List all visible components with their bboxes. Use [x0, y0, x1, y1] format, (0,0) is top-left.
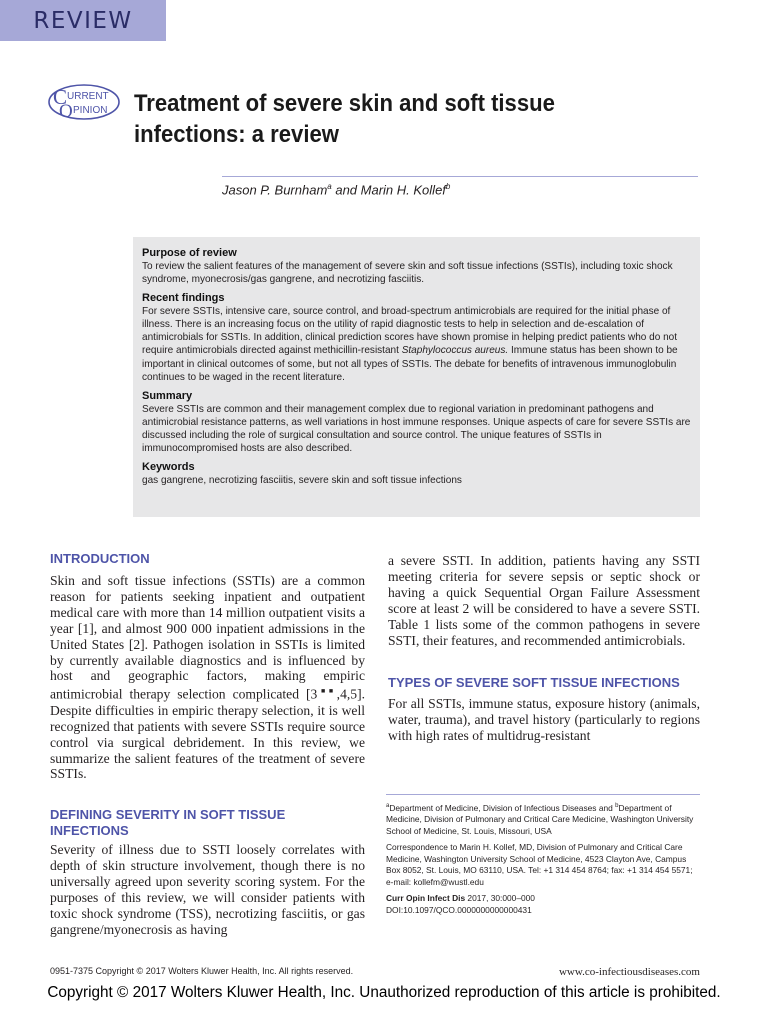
summary-section: [142, 389, 692, 455]
findings-section: [142, 291, 692, 384]
abstract-box: [133, 237, 700, 517]
summary-text: Severe SSTIs are common and their management complex due to regional variation in predominant pathogens and antimicrobial resistance patterns, as well variations in host immune responses. Unique aspects of care for severe SSTIs are discussed including the role of surgical consultation and source control. The unique features of SSTIs in immunocompromised hosts are also described.: [142, 403, 691, 455]
author-conjunction: and: [331, 182, 361, 198]
keywords-heading: Keywords: [142, 461, 195, 474]
types-heading: TYPES OF SEVERE SOFT TISSUE INFECTIONS: [388, 675, 680, 691]
introduction-heading: INTRODUCTION: [50, 551, 150, 566]
footnote-divider: [386, 794, 700, 795]
types-paragraph: For all SSTIs, immune status, exposure history (animals, water, trauma), and travel history (particularly to regions with high rates of multidrug-resistant: [388, 696, 700, 744]
doi: DOI:10.1097/QCO.0000000000000431: [386, 904, 532, 915]
issn-copyright: 0951-7375 Copyright © 2017 Wolters Kluwer Health, Inc. All rights reserved.: [50, 966, 354, 976]
right-column: [388, 553, 700, 744]
introduction-paragraph: [50, 573, 365, 782]
affiliations: [386, 801, 702, 837]
introduction-text-part-1: Skin and soft tissue infections (SSTIs) are a common reason for patients seeking inpatient and outpatient medical care with more than 14 million outpatient visits a year [1], and almost 900 000 inpatient admissions in the United States [2]. Pathogen isolation in SSTIs is limited by currently available diagnostics and is influenced by host and geographic factors, making empiric antimicrobial therapy selection complicated [3: [50, 573, 365, 702]
purpose-heading: Purpose of review: [142, 247, 237, 259]
journal-website-link[interactable]: www.co-infectiousdiseases.com: [558, 966, 700, 978]
author-2-affiliation: b: [445, 182, 451, 191]
correspondence: Correspondence to Marin H. Kollef, MD, Division of Pulmonary and Critical Care Medicine, Washington University School of Medicine, 4523 Clayton Ave, Campus Box 8052, St. Louis, MO 63110, USA. Tel: +1 314 454 8764; fax: +1 314 454 5571; e-mail: kollefm@wustl.edu: [386, 842, 693, 887]
reference-marker: ■■: [317, 687, 337, 696]
section-tab: [0, 0, 166, 41]
section-tab-label: REVIEW: [33, 7, 133, 34]
logo-letter-c: C: [53, 85, 68, 109]
summary-heading: Summary: [142, 389, 193, 402]
author-1-affiliation: a: [327, 182, 332, 191]
author-1: Jason P. Burnham: [222, 182, 328, 198]
purpose-section: [142, 246, 692, 286]
defining-severity-heading: DEFINING SEVERITY IN SOFT TISSUE INFECTIONS: [50, 807, 286, 839]
affiliation-a-marker: a: [386, 803, 390, 809]
findings-text: [142, 305, 692, 384]
article-title: [134, 88, 649, 150]
defining-severity-paragraph: Severity of illness due to SSTI loosely correlates with depth of skin structure involvement, though there is no universally agreed upon severity scoring system. For the purposes of this review, we will consider patients with toxic shock syndrome (TSS), necrotizing fasciitis, or gas gangrene/myonecrosis as having: [50, 842, 365, 937]
authors-divider: [222, 176, 698, 177]
left-column: [50, 551, 365, 938]
page-footer: [50, 966, 700, 978]
logo-text-top: URRENT: [67, 91, 109, 102]
keywords-text: gas gangrene, necrotizing fasciitis, severe skin and soft tissue infections: [142, 475, 462, 487]
introduction-text-part-2: ,4,5]. Despite difficulties in empiric therapy selection, it is well recognized that patients with severe SSTIs require source control via surgical debridement. In this review, we summarize the salient features of the treatment of severe SSTIs.: [50, 686, 365, 782]
title-line-1: Treatment of severe skin and soft tissue: [134, 90, 555, 117]
findings-text-part-2: Immune status has been shown to be important in clinical outcomes of some, but not all types of SSTIs. The debate for benefits of intravenous immunoglobulin continues to be waged in the recent literature.: [142, 345, 678, 383]
journal-name: Curr Opin Infect Dis: [386, 893, 466, 904]
purpose-text: To review the salient features of the management of severe skin and soft tissue infections (SSTIs), including toxic shock syndrome, myonecrosis/gas gangrene, and necrotizing fasciitis.: [142, 261, 673, 286]
author-2: Marin H. Kollef: [360, 182, 446, 198]
copyright-notice: Copyright © 2017 Wolters Kluwer Health, Inc. Unauthorized reproduction of this article is prohibited.: [47, 984, 721, 1001]
keywords-section: [142, 460, 692, 487]
article-footnotes: [386, 801, 702, 921]
affiliation-b: Department of Medicine, Division of Pulmonary and Critical Care Medicine, Washington University School of Medicine, St. Louis, Missouri, USA: [386, 802, 694, 836]
title-line-2: infections: a review: [134, 121, 339, 148]
logo-text-bottom: PINION: [73, 105, 108, 116]
affiliation-a: Department of Medicine, Division of Infectious Diseases and: [389, 802, 616, 813]
logo-letter-o: O: [59, 101, 73, 122]
findings-organism: Staphylococcus aureus.: [401, 345, 509, 357]
affiliation-b-marker: b: [615, 803, 619, 809]
severity-continued-paragraph: a severe SSTI. In addition, patients having any SSTI meeting criteria for severe sepsis or septic shock or having a quick Sequential Organ Failure Assessment score at least 2 will be considered to have a severe SSTI. Table 1 lists some of the common pathogens in severe SSTI, their features, and recommended antimicrobials.: [388, 553, 700, 648]
findings-text-part-1: For severe SSTIs, intensive care, source control, and broad-spectrum antimicrobials are required for the initial phase of illness. There is an increasing focus on the utility of rapid diagnostic tests to help in selection and de-escalation of antimicrobials for SSTIs. In addition, clinical prediction scores have shown promise in helping predict patients who do not require antimicrobials directed against methicillin-resistant: [142, 306, 678, 357]
findings-heading: Recent findings: [142, 292, 225, 305]
journal-volume: 2017, 30:000–000: [465, 893, 535, 904]
journal-citation: [386, 893, 702, 905]
author-list: [222, 182, 450, 197]
current-opinion-logo: [46, 82, 122, 122]
